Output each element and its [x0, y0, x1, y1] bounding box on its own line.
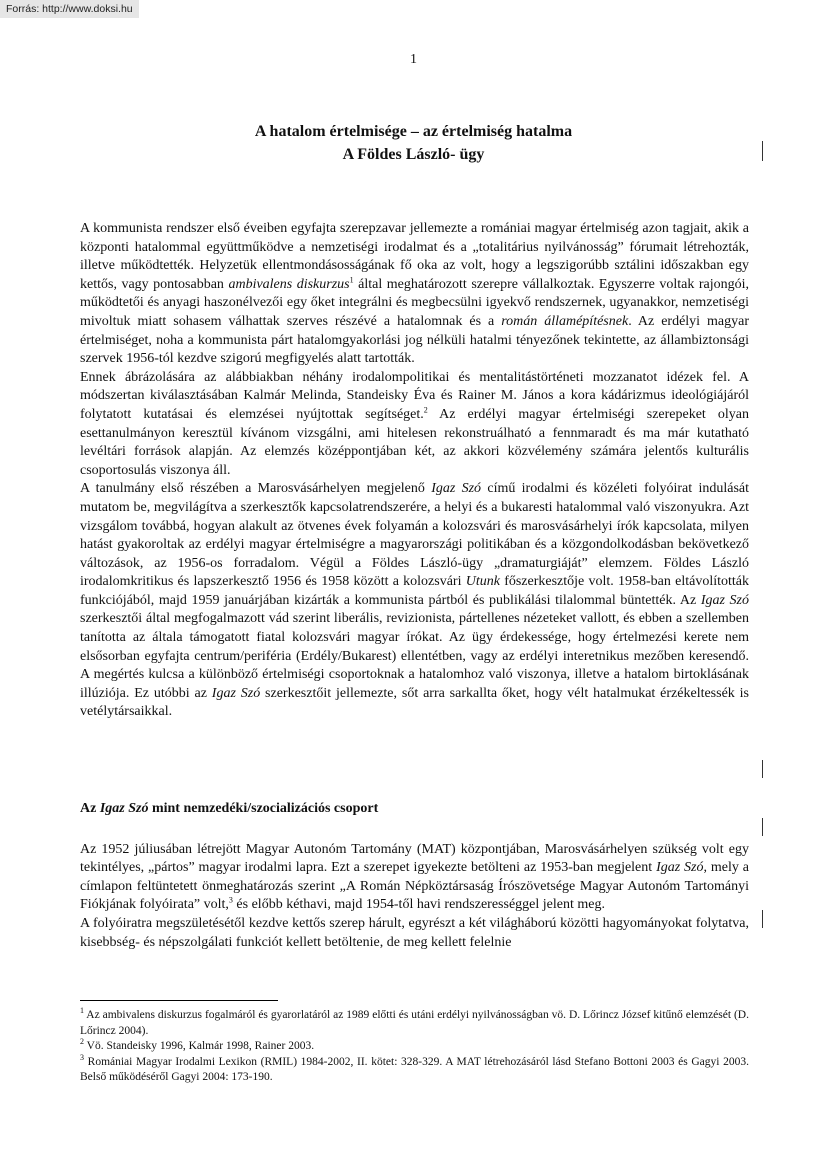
change-bar	[762, 760, 763, 778]
paragraph: A tanulmány első részében a Marosvásárhelyen megjelenő Igaz Szó című irodalmi és közéleti folyóirat indulását mutatom be, megvilágítva a szerkesztők kapcsolatrendszerére, a helyi és a bukaresti hatalommal való viszonyukra. Azt vizsgálom továbbá, hogyan alakult az ötvenes évek folyamán a kolozsvári és marosvásárhelyi írók kapcsolata, milyen hatást gyakoroltak az erdélyi magyar értelmiségre a magyarországi politikában és a közgondolkodásban bekövetkező változások, az 1956-os forradalom. Végül a Földes László-ügy „dramaturgiáját” elemzem. Földes László irodalomkritikus és lapszerkesztő 1956 és 1958 között a kolozsvári Utunk főszerkesztője volt. 1958-ban eltávolították funkciójából, majd 1959 januárjában kizárták a kommunista pártból és publikálási tilalommal büntették. Az Igaz Szó szerkesztői által megfogalmazott vád szerint liberális, revizionista, pártellenes nézeteket vallott, és ebben a szellemben tanította az általa támogatott fiatal kolozsvári magyar írókat. Az ügy érdekessége, hogy értelmezési kerete nem elsősorban egyfajta centrum/periféria (Erdély/Bukarest) ellentétben, vagy az erdélyi interetnikus mezőben keresendő. A megértés kulcsa a különböző értelmiségi csoportoknak a hatalomhoz való viszonya, illetve a hatalom birtoklásának illúziója. Ez utóbbi az Igaz Szó szerkesztőit jellemezte, sőt arra sarkallta őket, hogy vélt hatalmukat érzékeltessék is vetélytársaikkal.	[80, 481, 750, 720]
page-number: 1	[410, 52, 417, 67]
footnote: $^3$ Romániai Magyar Irodalmi Lexikon (RMIL) 1984-2002, II. kötet: 328-329. A MAT létrehozásáról lásd Stefano Bottoni 2003 és Gagyi 2003. Belső működéséről Gagyi 2004: 173-190.	[80, 1052, 749, 1083]
change-bar	[762, 141, 763, 161]
change-bar	[762, 818, 763, 836]
footnote-divider	[80, 1000, 278, 1001]
intro-section	[80, 220, 749, 722]
footnote-ref: 2	[423, 405, 428, 415]
paragraph: Az 1952 júliusában létrejött Magyar Autonóm Tartomány (MAT) központjában, Marosvásárhelyen szükség volt egy tekintélyes, „pártos” magyar irodalmi lapra. Ezt a szerepet igyekezte betölteni az 1953-ban megjelent Igaz Szó, mely a címlapon feltüntetett önmeghatározás szerint „A Román Népköztársaság Írószövetsége Magyar Autonóm Tartományi Fiókjának folyóirata” volt,$^3$ és előbb kéthavi, majd 1954-től havi rendszerességgel jelent meg.	[80, 841, 749, 913]
paragraph: A folyóiratra megszületésétől kezdve kettős szerep hárult, egyrészt a két világháború közötti hagyományokat folytatva, kisebbség- és népszolgálati funkciót kellett betöltenie, de meg kellett felelnie	[80, 915, 749, 950]
footnotes	[80, 1008, 749, 1086]
change-bar	[762, 910, 763, 928]
footnote: $^2$ Vö. Standeisky 1996, Kalmár 1998, Rainer 2003.	[80, 1037, 315, 1052]
document-title	[80, 120, 747, 166]
footnote-ref: 3	[228, 895, 233, 905]
source-label: Forrás: http://www.doksi.hu	[0, 0, 139, 18]
section-igaz-szo	[80, 800, 749, 952]
paragraph: Ennek ábrázolására az alábbiakban néhány irodalompolitikai és mentalitástörténeti mozzanatot idézek fel. A módszertan kiválasztásában Kalmár Melinda, Standeisky Éva és Rainer M. János a kora kádárizmus ideológiájáról folytatott kutatásai és elemzései nyújtottak segítséget.$^2$ Az erdélyi magyar értelmiségi szerepeket olyan esettanulmányon keresztül kívánom vizsgálni, ami hitelesen rekonstruálható a fennmaradt és ma már kutatható levéltári források alapján. Az elemzés középpontjában két, az akkori közvélemény számára jelentős kulturális csoportosulás viszonya áll.	[80, 369, 749, 478]
title-line-1: A hatalom értelmisége – az értelmiség hatalma	[254, 123, 573, 140]
title-line-2: A Földes László- ügy	[342, 146, 485, 163]
paragraph: A kommunista rendszer első éveiben egyfajta szerepzavar jellemezte a romániai magyar értelmiség azon tagjait, akik a központi hatalommal együttműködve a nemzetiségi irodalmat és a „totalitárius nyilvánosság” fórumait létrehozták, illetve működtették. Helyzetük ellentmondásosságának fő oka az volt, hogy a legszigorúbb sztálini időszakban egy kettős, vagy pontosabban ambivalens diskurzus$^1$ által meghatározott szerepre vállalkoztak. Egyszerre voltak rajongói, működtetői és anyagi haszonélvezői egy őket integrálni és megbecsülni igyekvő rendszernek, ugyanakkor, nemzetiségi mivoltuk miatt sohasem válhattak szerves részévé a hatalomnak és a román államépítésnek. Az erdélyi magyar értelmiséget, noha a kommunista párt hatalomgyakorlási jog nélküli hatalmi tényezőnek tekintette, az állambiztonsági szervek 1956-tól kezdve szigorú megfigyelés alatt tartották.	[80, 221, 750, 367]
footnote: $^1$ Az ambivalens diskurzus fogalmáról és gyarorlatáról az 1989 előtti és utáni erdélyi nyilvánosságban vö. D. Lőrincz József kitűnő elemzését (D. Lőrincz 2004).	[80, 1006, 749, 1037]
section-heading: Az Igaz Szó mint nemzedéki/szocializációs csoport	[80, 801, 379, 816]
footnote-ref: 1	[349, 275, 354, 285]
